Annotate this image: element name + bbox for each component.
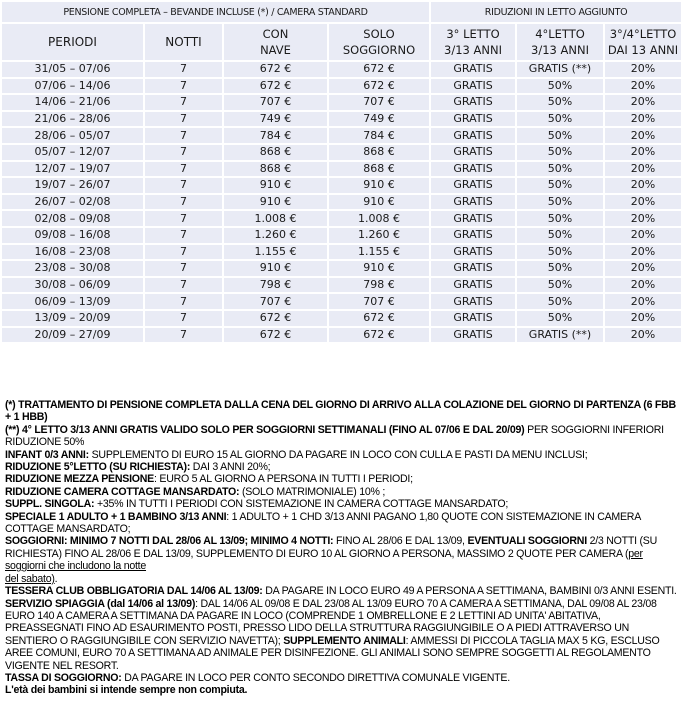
- cell-4-letto: GRATIS (**): [516, 61, 604, 78]
- cell-solo-soggiorno: 1.155 €: [328, 244, 430, 261]
- cell-4-letto: 50%: [516, 111, 604, 128]
- cell-3-letto: GRATIS: [430, 144, 516, 161]
- cell-period: 13/09 – 20/09: [1, 310, 144, 327]
- column-header-3-4-letto-13: 3°/4°LETTO DAI 13 ANNI: [604, 23, 682, 61]
- table-row: [1, 210, 682, 227]
- cell-period: 23/08 – 30/08: [1, 260, 144, 277]
- cell-3-4-letto-13: 20%: [604, 111, 682, 128]
- cell-3-letto: GRATIS: [430, 210, 516, 227]
- price-table-body: [1, 61, 682, 343]
- table-row: [1, 293, 682, 310]
- cell-3-letto: GRATIS: [430, 293, 516, 310]
- cell-4-letto: 50%: [516, 277, 604, 294]
- cell-3-4-letto-13: 20%: [604, 144, 682, 161]
- cell-solo-soggiorno: 672 €: [328, 310, 430, 327]
- cell-3-letto: GRATIS: [430, 260, 516, 277]
- cell-4-letto: 50%: [516, 227, 604, 244]
- cell-3-4-letto-13: 20%: [604, 310, 682, 327]
- price-table: [0, 0, 683, 344]
- cell-nights: 7: [144, 61, 223, 78]
- note-tassa-soggiorno: TASSA DI SOGGIORNO: DA PAGARE IN LOCO PER CONTO SECONDO DIRETTIVA COMUNALE VIGENTE.: [5, 671, 510, 684]
- cell-con-nave: 1.008 €: [223, 210, 328, 227]
- cell-3-letto: GRATIS: [430, 61, 516, 78]
- cell-period: 20/09 – 27/09: [1, 327, 144, 344]
- cell-solo-soggiorno: 672 €: [328, 78, 430, 95]
- cell-4-letto: 50%: [516, 293, 604, 310]
- cell-3-4-letto-13: 20%: [604, 277, 682, 294]
- table-row: [1, 78, 682, 95]
- cell-period: 02/08 – 09/08: [1, 210, 144, 227]
- cell-period: 05/07 – 12/07: [1, 144, 144, 161]
- cell-3-4-letto-13: 20%: [604, 227, 682, 244]
- table-row: [1, 144, 682, 161]
- cell-con-nave: 1.155 €: [223, 244, 328, 261]
- cell-con-nave: 672 €: [223, 78, 328, 95]
- table-row: [1, 161, 682, 178]
- cell-4-letto: GRATIS (**): [516, 327, 604, 344]
- notes-section: [5, 399, 681, 697]
- cell-con-nave: 910 €: [223, 194, 328, 211]
- cell-nights: 7: [144, 194, 223, 211]
- column-header-con-nave: CON NAVE: [223, 23, 328, 61]
- cell-3-4-letto-13: 20%: [604, 327, 682, 344]
- cell-period: 28/06 – 05/07: [1, 127, 144, 144]
- cell-4-letto: 50%: [516, 177, 604, 194]
- cell-period: 14/06 – 21/06: [1, 94, 144, 111]
- cell-con-nave: 910 €: [223, 177, 328, 194]
- table-row: [1, 227, 682, 244]
- cell-3-4-letto-13: 20%: [604, 94, 682, 111]
- cell-solo-soggiorno: 868 €: [328, 144, 430, 161]
- cell-3-4-letto-13: 20%: [604, 210, 682, 227]
- cell-4-letto: 50%: [516, 127, 604, 144]
- cell-nights: 7: [144, 293, 223, 310]
- cell-solo-soggiorno: 868 €: [328, 161, 430, 178]
- cell-solo-soggiorno: 707 €: [328, 94, 430, 111]
- cell-con-nave: 1.260 €: [223, 227, 328, 244]
- column-header-notti: NOTTI: [144, 23, 223, 61]
- cell-solo-soggiorno: 798 €: [328, 277, 430, 294]
- cell-con-nave: 707 €: [223, 94, 328, 111]
- column-header-3-letto: 3° LETTO 3/13 ANNI: [430, 23, 516, 61]
- cell-nights: 7: [144, 210, 223, 227]
- table-row: [1, 61, 682, 78]
- cell-3-letto: GRATIS: [430, 94, 516, 111]
- cell-3-4-letto-13: 20%: [604, 127, 682, 144]
- note-pensione: (*) TRATTAMENTO DI PENSIONE COMPLETA DALLA CENA DEL GIORNO DI ARRIVO ALLA COLAZIONE DEL GIORNO DI PARTENZA (6 FBB + 1 HBB): [5, 399, 676, 424]
- cell-period: 21/06 – 28/06: [1, 111, 144, 128]
- cell-solo-soggiorno: 672 €: [328, 327, 430, 344]
- cell-3-letto: GRATIS: [430, 78, 516, 95]
- cell-solo-soggiorno: 910 €: [328, 194, 430, 211]
- cell-3-4-letto-13: 20%: [604, 78, 682, 95]
- cell-nights: 7: [144, 260, 223, 277]
- cell-con-nave: 707 €: [223, 293, 328, 310]
- cell-4-letto: 50%: [516, 310, 604, 327]
- cell-3-letto: GRATIS: [430, 310, 516, 327]
- note-speciale: SPECIALE 1 ADULTO + 1 BAMBINO 3/13 ANNI: 1 ADULTO + 1 CHD 3/13 ANNI PAGANO 1,80 QUOTE CON SISTEMAZIONE IN CAMERA COTTAGE MANSARDATO;: [5, 510, 641, 536]
- cell-solo-soggiorno: 1.260 €: [328, 227, 430, 244]
- cell-nights: 7: [144, 78, 223, 95]
- note-singola: SUPPL. SINGOLA: +35% IN TUTTI I PERIODI CON SISTEMAZIONE IN CAMERA COTTAGE MANSARDATO;: [5, 498, 509, 511]
- note-eta-bambini: L'età dei bambini si intende sempre non compiuta.: [5, 684, 248, 697]
- note-5-letto: RIDUZIONE 5°LETTO (SU RICHIESTA): DAI 3 ANNI 20%;: [5, 461, 271, 474]
- cell-3-4-letto-13: 20%: [604, 177, 682, 194]
- cell-solo-soggiorno: 784 €: [328, 127, 430, 144]
- table-row: [1, 260, 682, 277]
- table-row: [1, 327, 682, 344]
- cell-3-4-letto-13: 20%: [604, 194, 682, 211]
- cell-solo-soggiorno: 910 €: [328, 260, 430, 277]
- column-header-4-letto: 4°LETTO 3/13 ANNI: [516, 23, 604, 61]
- cell-con-nave: 749 €: [223, 111, 328, 128]
- cell-nights: 7: [144, 244, 223, 261]
- cell-3-letto: GRATIS: [430, 227, 516, 244]
- cell-period: 12/07 – 19/07: [1, 161, 144, 178]
- cell-period: 06/09 – 13/09: [1, 293, 144, 310]
- cell-3-letto: GRATIS: [430, 161, 516, 178]
- table-row: [1, 277, 682, 294]
- cell-nights: 7: [144, 227, 223, 244]
- table-row: [1, 177, 682, 194]
- cell-solo-soggiorno: 707 €: [328, 293, 430, 310]
- cell-period: 31/05 – 07/06: [1, 61, 144, 78]
- cell-solo-soggiorno: 1.008 €: [328, 210, 430, 227]
- note-4-letto: (**) 4° LETTO 3/13 ANNI GRATIS VALIDO SOLO PER SOGGIORNI SETTIMANALI (FINO AL 07/06 E DAL 20/09) PER SOGGIORNI INFERIORI RIDUZIONE 50%: [5, 423, 664, 449]
- cell-3-letto: GRATIS: [430, 194, 516, 211]
- cell-con-nave: 672 €: [223, 327, 328, 344]
- cell-con-nave: 868 €: [223, 161, 328, 178]
- cell-4-letto: 50%: [516, 144, 604, 161]
- table-row: [1, 111, 682, 128]
- cell-con-nave: 868 €: [223, 144, 328, 161]
- cell-con-nave: 798 €: [223, 277, 328, 294]
- cell-3-letto: GRATIS: [430, 277, 516, 294]
- cell-4-letto: 50%: [516, 78, 604, 95]
- cell-4-letto: 50%: [516, 194, 604, 211]
- cell-3-4-letto-13: 20%: [604, 293, 682, 310]
- table-row: [1, 244, 682, 261]
- cell-period: 07/06 – 14/06: [1, 78, 144, 95]
- column-header-solo-soggiorno: SOLO SOGGIORNO: [328, 23, 430, 61]
- table-row: [1, 310, 682, 327]
- note-tessera-club: TESSERA CLUB OBBLIGATORIA DAL 14/06 AL 13/09: DA PAGARE IN LOCO EURO 49 A PERSONA A SETTIMANA, BAMBINI 0/3 ANNI ESENTI.: [5, 585, 677, 598]
- cell-solo-soggiorno: 910 €: [328, 177, 430, 194]
- note-soggiorni: SOGGIORNI: MINIMO 7 NOTTI DAL 28/06 AL 13/09; MINIMO 4 NOTTI: FINO AL 28/06 E DAL 13/09, EVENTUALI SOGGIORNI 2/3 NOTTI (SU RICHIESTA) FINO AL 28/06 E DAL 13/09, SUPPLEMENTO DI EURO 10 AL GIORNO A PERSONA, MASSIMO 2 QUOTE PER CAMERA (per soggiorni che includono la notte del sabato).: [5, 535, 657, 585]
- cell-period: 09/08 – 16/08: [1, 227, 144, 244]
- cell-con-nave: 672 €: [223, 310, 328, 327]
- cell-solo-soggiorno: 672 €: [328, 61, 430, 78]
- header-group-left: PENSIONE COMPLETA – BEVANDE INCLUSE (*) / CAMERA STANDARD: [1, 1, 430, 23]
- cell-con-nave: 784 €: [223, 127, 328, 144]
- column-header-periodi: PERIODI: [1, 23, 144, 61]
- cell-3-letto: GRATIS: [430, 127, 516, 144]
- cell-3-letto: GRATIS: [430, 177, 516, 194]
- cell-nights: 7: [144, 177, 223, 194]
- note-infant: INFANT 0/3 ANNI: SUPPLEMENTO DI EURO 15 AL GIORNO DA PAGARE IN LOCO CON CULLA E PASTI DA MENU INCLUSI;: [5, 448, 588, 461]
- cell-solo-soggiorno: 749 €: [328, 111, 430, 128]
- cell-nights: 7: [144, 94, 223, 111]
- cell-nights: 7: [144, 310, 223, 327]
- cell-con-nave: 672 €: [223, 61, 328, 78]
- cell-nights: 7: [144, 161, 223, 178]
- cell-3-4-letto-13: 20%: [604, 61, 682, 78]
- cell-period: 30/08 – 06/09: [1, 277, 144, 294]
- header-group-right: RIDUZIONI IN LETTO AGGIUNTO: [430, 1, 682, 23]
- cell-period: 26/07 – 02/08: [1, 194, 144, 211]
- cell-4-letto: 50%: [516, 94, 604, 111]
- cell-4-letto: 50%: [516, 161, 604, 178]
- cell-4-letto: 50%: [516, 260, 604, 277]
- note-spiaggia-animali: SERVIZIO SPIAGGIA (dal 14/06 al 13/09): DAL 14/06 AL 09/08 E DAL 23/08 AL 13/09 EURO 70 A CAMERA A SETTIMANA, DAL 09/08 AL 23/08 EURO 140 A CAMERA A SETTIMANA DA PAGARE IN LOCO (COMPRENDE 1 OMBRELLONE E 2 LETTINI AD UNITA' ABITATIVA, PREASSEGNATI FINO AD ESAURIMENTO POSTI, PRESSO LIDO DELLA STRUTTURA RAGGIUNGIBILE O A PIEDI ATTRAVERSO UN SENTIERO O RAGGIUNGIBILE CON SERVIZIO NAVETTA); SUPPLEMENTO ANIMALI: AMMESSI DI PICCOLA TAGLIA MAX 5 KG, ESCLUSO AREE COMUNI, EURO 70 A SETTIMANA AD ANIMALE PER DISINFEZIONE. GLI ANIMALI SONO SEMPRE SOGGETTI AL REGOLAMENTO VIGENTE NEL RESORT.: [5, 597, 660, 672]
- cell-nights: 7: [144, 277, 223, 294]
- table-row: [1, 127, 682, 144]
- cell-nights: 7: [144, 111, 223, 128]
- cell-3-letto: GRATIS: [430, 244, 516, 261]
- header-columns-row: [1, 23, 682, 61]
- cell-4-letto: 50%: [516, 210, 604, 227]
- table-row: [1, 94, 682, 111]
- note-cottage: RIDUZIONE CAMERA COTTAGE MANSARDATO: (SOLO MATRIMONIALE) 10% ;: [5, 485, 386, 498]
- note-mezza-pensione: RIDUZIONE MEZZA PENSIONE: EURO 5 AL GIORNO A PERSONA IN TUTTI I PERIODI;: [5, 473, 413, 486]
- cell-period: 16/08 – 23/08: [1, 244, 144, 261]
- cell-3-letto: GRATIS: [430, 111, 516, 128]
- cell-3-letto: GRATIS: [430, 327, 516, 344]
- cell-nights: 7: [144, 127, 223, 144]
- cell-con-nave: 910 €: [223, 260, 328, 277]
- cell-4-letto: 50%: [516, 244, 604, 261]
- cell-nights: 7: [144, 144, 223, 161]
- cell-3-4-letto-13: 20%: [604, 161, 682, 178]
- cell-3-4-letto-13: 20%: [604, 244, 682, 261]
- header-group-row: [1, 1, 682, 23]
- cell-period: 19/07 – 26/07: [1, 177, 144, 194]
- cell-3-4-letto-13: 20%: [604, 260, 682, 277]
- table-row: [1, 194, 682, 211]
- cell-nights: 7: [144, 327, 223, 344]
